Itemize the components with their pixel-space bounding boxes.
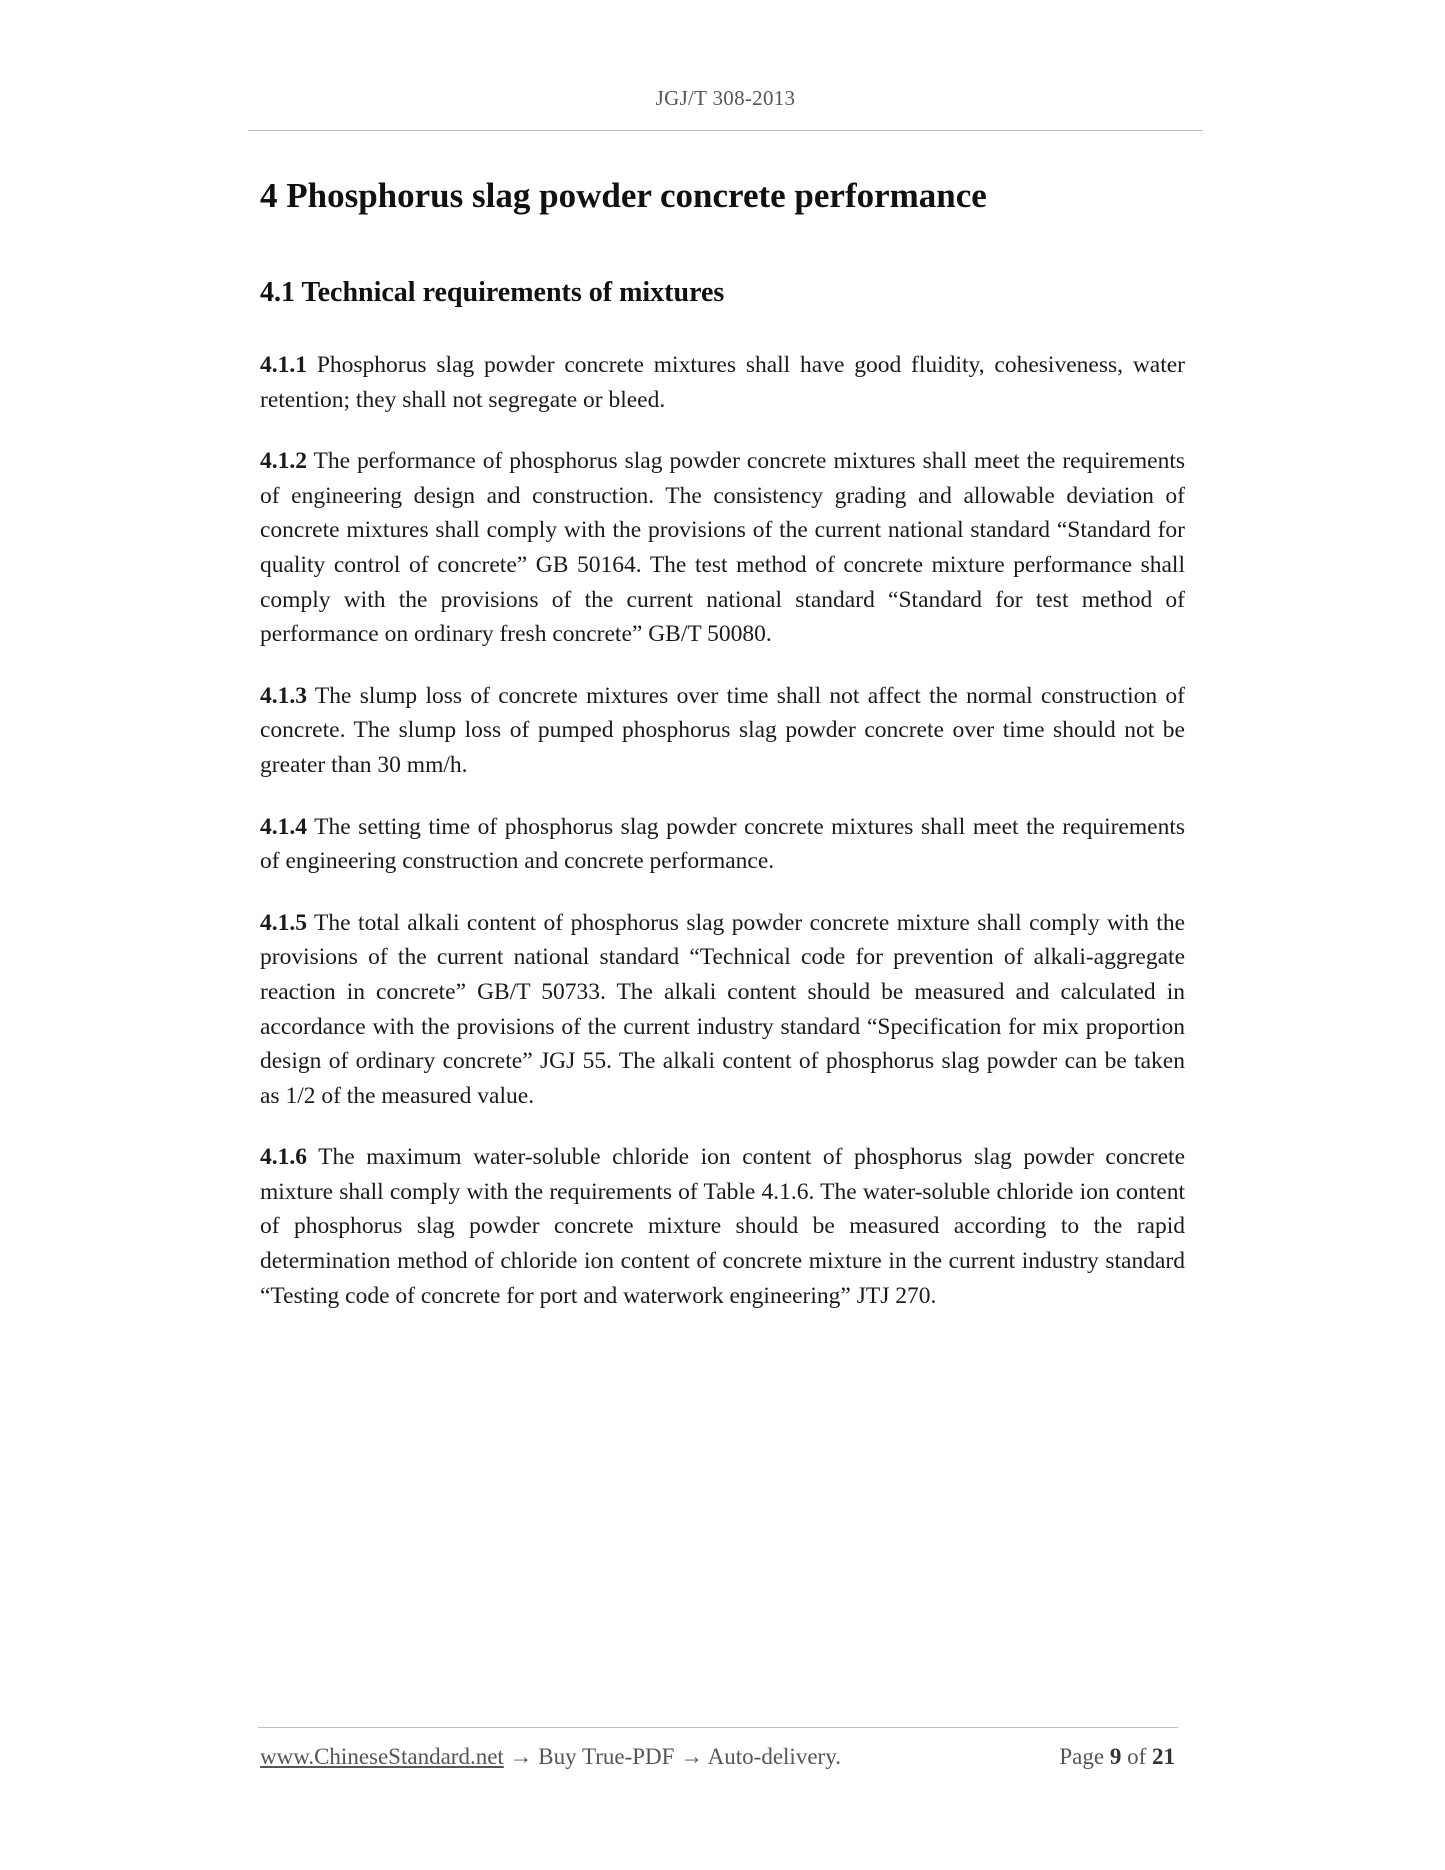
page-content	[260, 168, 1185, 1340]
auto-delivery-text: Auto-delivery.	[707, 1744, 841, 1769]
clause-text: Phosphorus slag powder concrete mixtures shall have good fluidity, cohesiveness, water retention; they shall not segregate or bleed.	[260, 352, 1186, 413]
clause-number: 4.1.1	[260, 352, 307, 378]
arrow-right-icon: →	[680, 1744, 704, 1769]
of-label: of	[1127, 1744, 1147, 1769]
page-total: 21	[1152, 1744, 1175, 1769]
clause-number: 4.1.2	[260, 448, 307, 475]
section-title: 4.1 Technical requirements of mixtures	[260, 277, 725, 308]
footer-divider	[258, 1727, 1178, 1728]
clause-number: 4.1.4	[260, 813, 307, 840]
clause-text: The total alkali content of phosphorus slag powder concrete mixture shall comply with the provisions of the current national standard “Technical code for prevention of alkali-aggregate reaction in concrete” GB/T 50733. The alkali content should be measured and calculated in accordance with the provisions of the current industry standard “Specification for mix proportion design of ordinary concrete” JGJ 55. The alkali content of phosphorus slag powder can be taken as 1/2 of the measured value.	[260, 909, 1185, 1109]
page-label: Page	[1059, 1744, 1105, 1769]
clause-4-1-3	[260, 679, 1185, 783]
clause-text: The slump loss of concrete mixtures over time shall not affect the normal construction of concrete. The slump loss of pumped phosphorus slag powder concrete over time should not be greater than 30 mm/h.	[260, 682, 1185, 778]
buy-true-pdf-text: Buy True-PDF	[538, 1744, 675, 1769]
clause-4-1-6	[260, 1140, 1185, 1313]
running-header: JGJ/T 308-2013	[655, 86, 796, 110]
page-indicator	[1059, 1744, 1175, 1770]
clause-text: The maximum water-soluble chloride ion content of phosphorus slag powder concrete mixture shall comply with the requirements of Table 4.1.6. The water-soluble chloride ion content of phosphorus slag powder concrete mixture should be measured according to the rapid determination method of chloride ion content of concrete mixture in the current industry standard “Testing code of concrete for port and waterwork engineering” JTJ 270.	[260, 1144, 1185, 1309]
clause-text: The setting time of phosphorus slag powder concrete mixtures shall meet the requirements of engineering construction and concrete performance.	[260, 813, 1185, 875]
clause-list	[260, 348, 1185, 1313]
arrow-right-icon: →	[509, 1744, 533, 1769]
clause-4-1-1	[260, 348, 1185, 417]
page-current: 9	[1109, 1744, 1122, 1769]
clause-text: The performance of phosphorus slag powder concrete mixtures shall meet the requirements of engineering design and construction. The consistency grading and allowable deviation of concrete mixtures shall comply with the provisions of the current national standard “Standard for quality control of concrete” GB 50164. The test method of concrete mixture performance shall comply with the provisions of the current national standard “Standard for test method of performance on ordinary fresh concrete” GB/T 50080.	[260, 448, 1185, 648]
clause-number: 4.1.3	[260, 682, 307, 709]
clause-4-1-5	[260, 906, 1185, 1114]
clause-number: 4.1.5	[260, 909, 307, 936]
clause-4-1-4	[260, 810, 1185, 879]
clause-number: 4.1.6	[260, 1144, 307, 1171]
footer-promo	[260, 1744, 841, 1770]
chapter-title: 4 Phosphorus slag powder concrete performance	[260, 176, 987, 215]
site-link[interactable]: www.ChineseStandard.net	[260, 1744, 504, 1769]
header-divider	[248, 130, 1203, 131]
clause-4-1-2	[260, 444, 1185, 652]
